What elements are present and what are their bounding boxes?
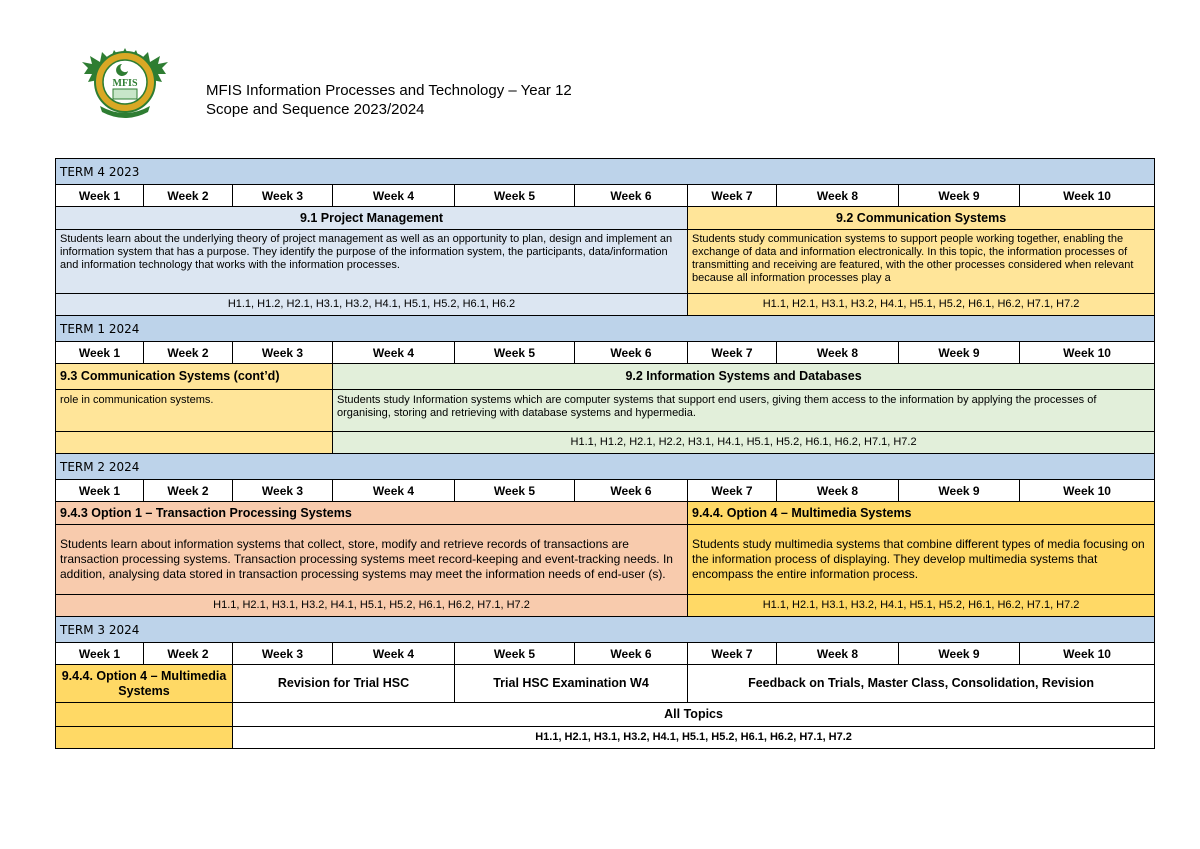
all-topics-row: [56, 703, 1155, 727]
week-cell: Week 2: [144, 185, 233, 207]
project-management-description: Students learn about the underlying theory of project management as well as an opportunity to plan, design and implement an information system that has a purpose. They identify the purpose of the information system, the participants, data/information and information technology that works with the information processes.: [56, 230, 688, 294]
revision-trial-hsc: Revision for Trial HSC: [233, 665, 455, 703]
communication-systems-outcomes: H1.1, H2.1, H3.1, H3.2, H4.1, H5.1, H5.2, H6.1, H6.2, H7.1, H7.2: [688, 294, 1155, 316]
svg-text:MFIS: MFIS: [112, 78, 138, 89]
week-cell: Week 3: [233, 643, 333, 665]
week-cell: Week 1: [56, 643, 144, 665]
outcomes-row: [56, 294, 1155, 316]
week-cell: Week 8: [777, 185, 899, 207]
topic-row: [56, 364, 1155, 390]
transaction-processing-description: Students learn about information systems that collect, store, modify and retrieve records of transactions are transaction processing systems. Transaction processing systems meet record-keeping and event-tracking needs. In addition, analysing data stored in transaction processing systems may meet the information needs of end-user (s).: [56, 525, 688, 595]
week-cell: Week 10: [1020, 342, 1155, 364]
empty-gold-cell: [56, 703, 233, 727]
multimedia-systems-description: Students study multimedia systems that combine different types of media focusing on the information process of displaying. They develop multimedia systems that encompass the entire information process.: [688, 525, 1155, 595]
term-row: [56, 159, 1155, 185]
week-header-row: [56, 185, 1155, 207]
project-management-outcomes: H1.1, H1.2, H2.1, H3.1, H3.2, H4.1, H5.1, H5.2, H6.1, H6.2: [56, 294, 688, 316]
term-2-2024-label: TERM 2 2024: [56, 454, 1155, 480]
feedback-consolidation: Feedback on Trials, Master Class, Consolidation, Revision: [688, 665, 1155, 703]
term-row: [56, 454, 1155, 480]
week-cell: Week 5: [455, 480, 575, 502]
communication-systems-contd-description: role in communication systems.: [56, 390, 333, 432]
week-cell: Week 4: [333, 342, 455, 364]
week-cell: Week 7: [688, 643, 777, 665]
term-1-2024-label: TERM 1 2024: [56, 316, 1155, 342]
week-cell: Week 5: [455, 342, 575, 364]
topic-project-management: 9.1 Project Management: [56, 207, 688, 230]
week-cell: Week 2: [144, 342, 233, 364]
term-4-2023-label: TERM 4 2023: [56, 159, 1155, 185]
week-cell: Week 9: [899, 342, 1020, 364]
description-row: [56, 390, 1155, 432]
topic-transaction-processing: 9.4.3 Option 1 – Transaction Processing Systems: [56, 502, 688, 525]
topic-row: [56, 665, 1155, 703]
information-systems-description: Students study Information systems which are computer systems that support end users, giving them access to the information by applying the processes of organising, storing and retrieving with database systems and hypermedia.: [333, 390, 1155, 432]
week-header-row: [56, 342, 1155, 364]
outcomes-row: [56, 595, 1155, 617]
week-cell: Week 1: [56, 185, 144, 207]
topic-row: [56, 207, 1155, 230]
week-cell: Week 6: [575, 643, 688, 665]
week-cell: Week 8: [777, 643, 899, 665]
description-row: [56, 525, 1155, 595]
week-cell: Week 10: [1020, 480, 1155, 502]
week-cell: Week 3: [233, 342, 333, 364]
week-cell: Week 10: [1020, 643, 1155, 665]
week-cell: Week 6: [575, 480, 688, 502]
school-logo: [78, 40, 172, 120]
week-cell: Week 9: [899, 185, 1020, 207]
title-line-1: MFIS Information Processes and Technology – Year 12: [206, 82, 572, 99]
topic-multimedia-systems: 9.4.4. Option 4 – Multimedia Systems: [688, 502, 1155, 525]
empty-outcomes-cell: [56, 432, 333, 454]
transaction-processing-outcomes: H1.1, H2.1, H3.1, H3.2, H4.1, H5.1, H5.2, H6.1, H6.2, H7.1, H7.2: [56, 595, 688, 617]
week-cell: Week 7: [688, 480, 777, 502]
week-cell: Week 5: [455, 185, 575, 207]
document-title: [206, 81, 572, 119]
week-cell: Week 10: [1020, 185, 1155, 207]
week-cell: Week 1: [56, 342, 144, 364]
trial-hsc-examination: Trial HSC Examination W4: [455, 665, 688, 703]
week-cell: Week 7: [688, 185, 777, 207]
week-cell: Week 1: [56, 480, 144, 502]
week-cell: Week 4: [333, 480, 455, 502]
week-cell: Week 5: [455, 643, 575, 665]
topic-communication-systems-contd: 9.3 Communication Systems (cont’d): [56, 364, 333, 390]
week-cell: Week 2: [144, 643, 233, 665]
term-3-2024-label: TERM 3 2024: [56, 617, 1155, 643]
title-line-2: Scope and Sequence 2023/2024: [206, 101, 425, 118]
week-cell: Week 3: [233, 185, 333, 207]
information-systems-outcomes: H1.1, H1.2, H2.1, H2.2, H3.1, H4.1, H5.1, H5.2, H6.1, H6.2, H7.1, H7.2: [333, 432, 1155, 454]
term-row: [56, 316, 1155, 342]
all-topics-label: All Topics: [233, 703, 1155, 727]
topic-multimedia-systems-term3: 9.4.4. Option 4 – Multimedia Systems: [56, 665, 233, 703]
outcomes-row: [56, 727, 1155, 749]
week-cell: Week 6: [575, 342, 688, 364]
multimedia-systems-outcomes: H1.1, H2.1, H3.1, H3.2, H4.1, H5.1, H5.2, H6.1, H6.2, H7.1, H7.2: [688, 595, 1155, 617]
topic-communication-systems: 9.2 Communication Systems: [688, 207, 1155, 230]
communication-systems-description: Students study communication systems to support people working together, enabling the exchange of data and information electronically. In this topic, the information processes of transmitting and receiving are featured, with the other processes considered when relevant because all information processes play a: [688, 230, 1155, 294]
week-header-row: [56, 643, 1155, 665]
week-cell: Week 7: [688, 342, 777, 364]
topic-information-systems-databases: 9.2 Information Systems and Databases: [333, 364, 1155, 390]
outcomes-row: [56, 432, 1155, 454]
week-cell: Week 4: [333, 185, 455, 207]
term-row: [56, 617, 1155, 643]
empty-gold-cell: [56, 727, 233, 749]
topic-row: [56, 502, 1155, 525]
week-cell: Week 9: [899, 643, 1020, 665]
week-cell: Week 4: [333, 643, 455, 665]
week-cell: Week 6: [575, 185, 688, 207]
week-cell: Week 9: [899, 480, 1020, 502]
week-header-row: [56, 480, 1155, 502]
week-cell: Week 2: [144, 480, 233, 502]
description-row: [56, 230, 1155, 294]
term3-outcomes: H1.1, H2.1, H3.1, H3.2, H4.1, H5.1, H5.2, H6.1, H6.2, H7.1, H7.2: [233, 727, 1155, 749]
week-cell: Week 8: [777, 480, 899, 502]
week-cell: Week 3: [233, 480, 333, 502]
week-cell: Week 8: [777, 342, 899, 364]
scope-sequence-table: [55, 158, 1155, 749]
